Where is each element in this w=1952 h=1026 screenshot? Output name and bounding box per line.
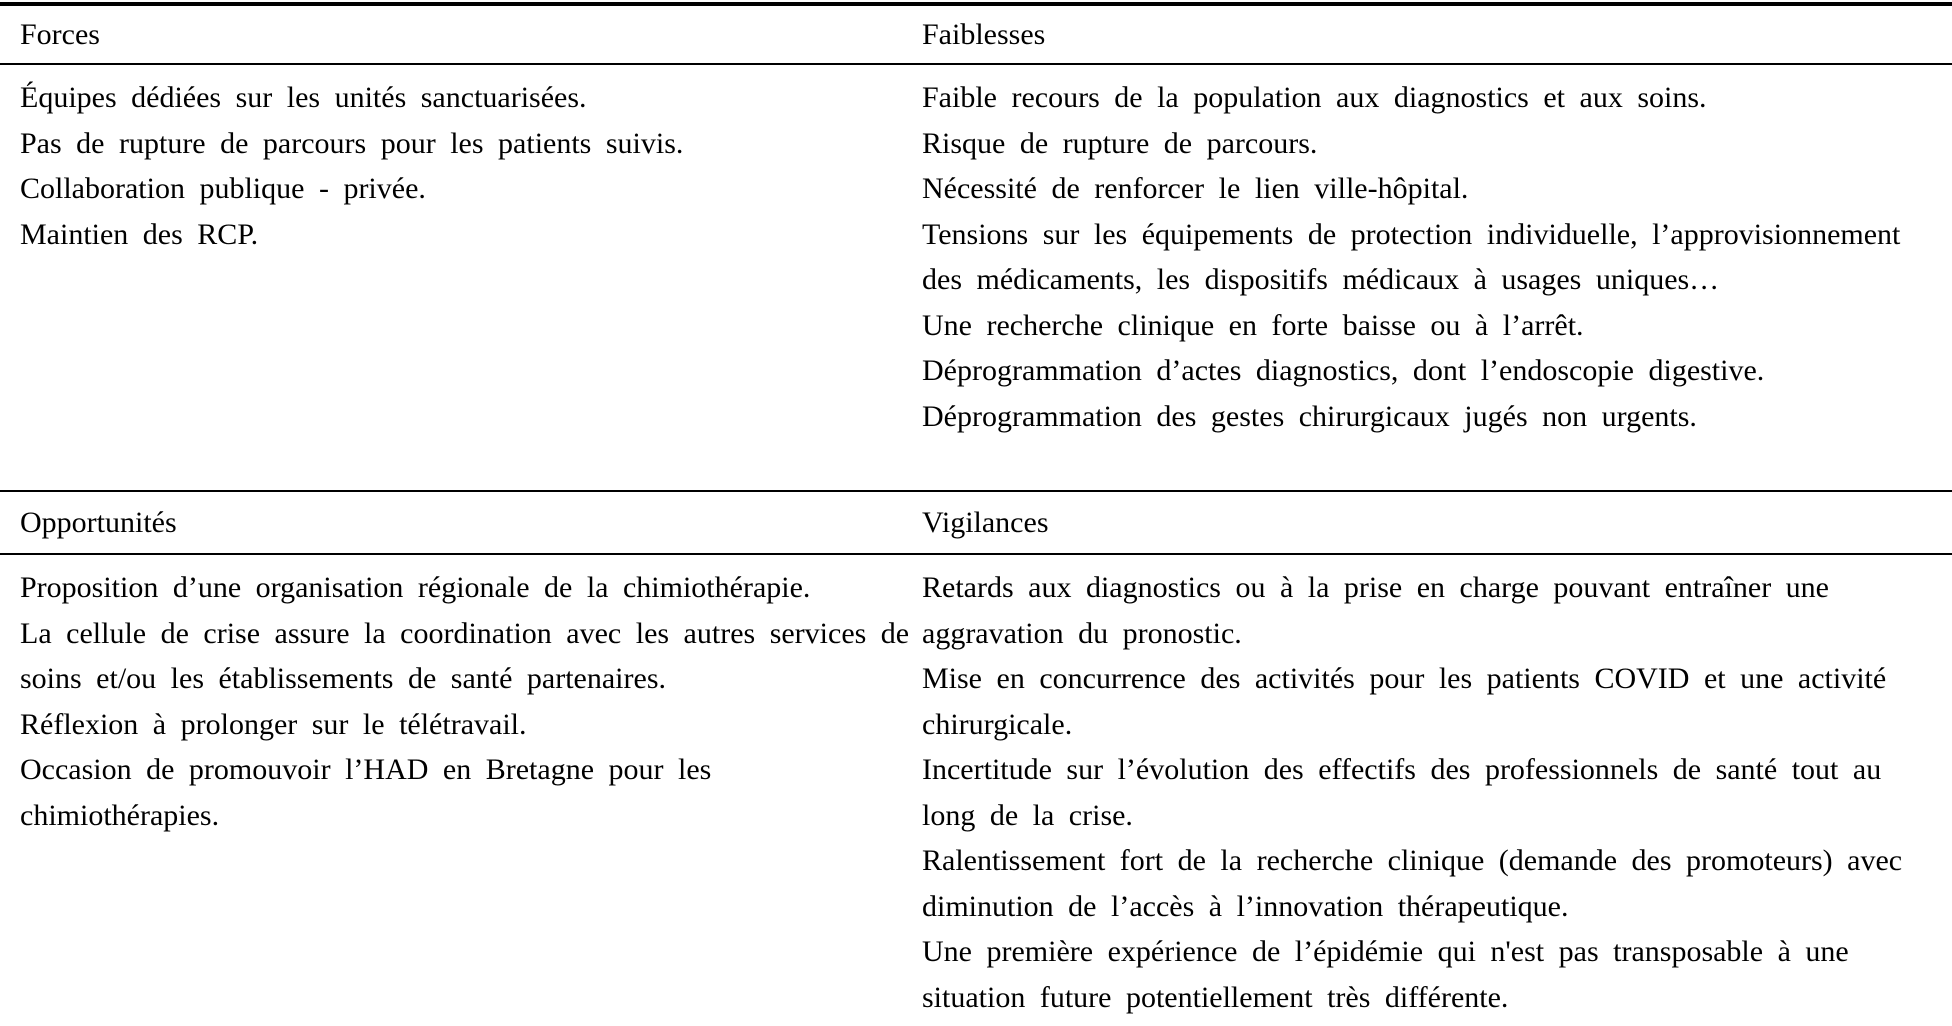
quadrant-opportunites: [0, 555, 922, 1026]
body-row-opportunites-vigilances: [0, 555, 1952, 1026]
body-row-forces-faiblesses: [0, 65, 1952, 490]
header-faiblesses-label: Faiblesses: [922, 17, 1046, 51]
cell-item: Faible recours de la population aux diagnostics et aux soins.: [922, 81, 1707, 114]
cell-item: Tensions sur les équipements de protection individuelle, l’approvisionnement des médicaments, les dispositifs médicaux à usages uniques…: [922, 217, 1901, 296]
cell-item: Nécessité de renforcer le lien ville-hôpital.: [922, 172, 1469, 205]
cell-item: Maintien des RCP.: [20, 217, 259, 251]
header-opportunites: [0, 492, 922, 553]
header-forces-label: Forces: [20, 17, 100, 51]
cell-item: Réflexion à prolonger sur le télétravail.: [20, 707, 527, 741]
header-faiblesses: [922, 6, 1952, 63]
cell-item: Occasion de promouvoir l’HAD en Bretagne pour les chimiothérapies.: [20, 753, 712, 832]
cell-item: Ralentissement fort de la recherche clinique (demande des promoteurs) avec diminution de l’accès à l’innovation thérapeutique.: [922, 844, 1903, 923]
cell-item: Déprogrammation des gestes chirurgicaux jugés non urgents.: [922, 399, 1697, 433]
header-row-opportunites-vigilances: [0, 492, 1952, 553]
cell-item: Proposition d’une organisation régionale de la chimiothérapie.: [20, 571, 811, 604]
cell-item: Une première expérience de l’épidémie qui n'est pas transposable à une situation future potentiellement très différente.: [922, 935, 1849, 1014]
cell-item: Déprogrammation d’actes diagnostics, dont l’endoscopie digestive.: [922, 354, 1765, 387]
header-row-forces-faiblesses: [0, 6, 1952, 63]
header-opportunites-label: Opportunités: [20, 505, 177, 539]
cell-item: Pas de rupture de parcours pour les patients suivis.: [20, 126, 684, 160]
cell-item: Équipes dédiées sur les unités sanctuarisées.: [20, 81, 587, 114]
quadrant-faiblesses: [922, 65, 1952, 490]
quadrant-vigilances: [922, 555, 1952, 1026]
header-vigilances: [922, 492, 1952, 553]
cell-item: Mise en concurrence des activités pour les patients COVID et une activité chirurgicale.: [922, 662, 1887, 741]
swot-table: [0, 2, 1952, 1026]
cell-item: Risque de rupture de parcours.: [922, 126, 1318, 160]
cell-item: Une recherche clinique en forte baisse ou à l’arrêt.: [922, 308, 1584, 342]
quadrant-forces: [0, 65, 922, 490]
cell-item: Retards aux diagnostics ou à la prise en charge pouvant entraîner une aggravation du pronostic.: [922, 571, 1829, 650]
header-forces: [0, 6, 922, 63]
cell-item: Incertitude sur l’évolution des effectifs des professionnels de santé tout au long de la crise.: [922, 753, 1882, 832]
cell-item: Collaboration publique - privée.: [20, 172, 426, 205]
header-vigilances-label: Vigilances: [922, 505, 1049, 539]
cell-item: La cellule de crise assure la coordination avec les autres services de soins et/ou les établissements de santé partenaires.: [20, 616, 910, 695]
